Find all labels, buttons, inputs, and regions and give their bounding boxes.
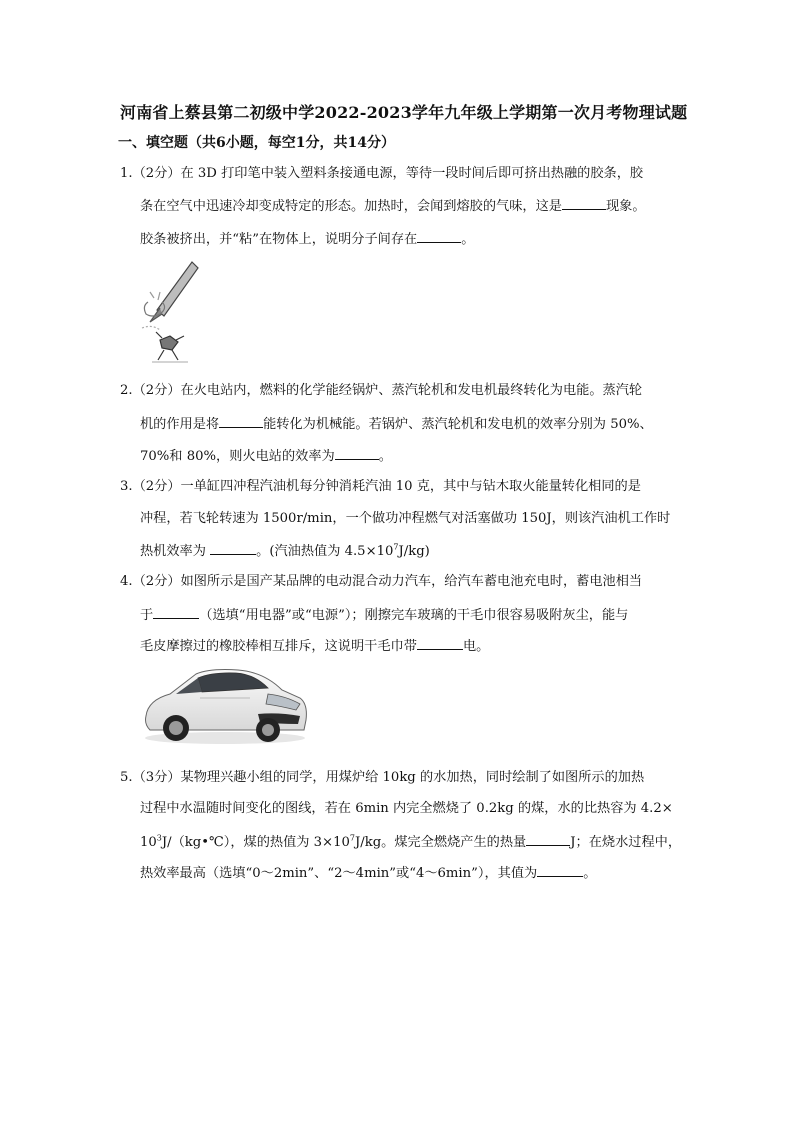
exam-title: 河南省上蔡县第二初级中学2022-2023学年九年级上学期第一次月考物理试题 [120,103,688,122]
q5-text: J/kg。煤完全燃烧产生的热量 [354,835,527,850]
q5-text: 热效率最高（选填“0～2min”、“2～4min”或“4～6min”），其值为 [140,866,538,881]
3d-pen-figure [138,258,210,366]
q4-text: （选填“用电器”或“电源”）；刚擦完车玻璃的干毛巾很容易吸附灰尘，能与 [199,608,629,623]
q3-line-3 [140,540,430,562]
q2-line-1: 2.（2分）在火电站内，燃料的化学能经锅炉、蒸汽轮机和发电机最终转化为电能。蒸汽轮 [120,383,643,398]
q1-line-3 [140,228,474,250]
q2-answer-blank-2[interactable] [335,445,379,460]
q1-answer-blank-2[interactable] [417,228,461,243]
q5-line-1: 5.（3分）某物理兴趣小组的同学，用煤炉给 10kg 的水加热，同时绘制了如图所示的加热 [120,770,645,785]
q4-line-2 [140,604,628,626]
q3-text: 热机效率为 [140,544,211,559]
q3-exponent: 7 [393,542,399,552]
q1-text: 。 [461,232,475,247]
q4-line-1: 4.（2分）如图所示是国产某品牌的电动混合动力汽车，给汽车蓄电池充电时，蓄电池相当 [120,574,643,589]
q4-text: 电。 [462,639,490,654]
q2-answer-blank-1[interactable] [219,413,263,428]
q5-answer-blank-2[interactable] [537,862,583,877]
q2-text: 能转化为机械能。若锅炉、蒸汽轮机和发电机的效率分别为 50%、 [263,417,653,432]
q2-line-2 [140,413,653,435]
q1-text: 胶条被挤出，并“粘”在物体上，说明分子间存在 [140,232,418,247]
q5-text: 。 [583,866,597,881]
q4-text: 毛皮摩擦过的橡胶棒相互排斥，这说明干毛巾带 [140,639,417,654]
q5-text: J/（kg•℃），煤的热值为 3×10 [161,835,350,850]
q2-text: 机的作用是将 [140,417,220,432]
section-heading: 一、填空题（共6小题，每空1分，共14分） [118,135,395,151]
q5-line-4 [140,862,596,884]
q4-line-3 [140,635,489,657]
q3-answer-blank[interactable] [210,540,256,555]
q5-text: 10 [140,835,157,850]
q3-line-2: 冲程，若飞轮转速为 1500r/min，一个做功冲程燃气对活塞做功 150J，则该汽油机工作时 [140,511,671,526]
q5-exponent: 7 [349,833,355,843]
q1-text: 条在空气中迅速冷却变成特定的形态。加热时，会闻到熔胶的气味，这是 [140,199,562,214]
q3-text: J/kg) [398,544,430,559]
q1-text: 现象。 [606,199,646,214]
q1-answer-blank-1[interactable] [562,195,606,210]
q2-text: 。 [378,449,392,464]
q5-text: J；在烧水过程中， [570,835,682,850]
q1-line-1: 1.（2分）在 3D 打印笔中装入塑料条接通电源，等待一段时间后即可挤出热融的胶条，胶 [120,166,644,181]
q5-line-2: 过程中水温随时间变化的图线，若在 6min 内完全燃烧了 0.2kg 的煤，水的比热容为 4.2× [140,801,673,816]
q4-text: 于 [140,608,154,623]
q1-line-2 [140,195,646,217]
q4-answer-blank-2[interactable] [417,635,463,650]
q5-exponent: 3 [156,833,162,843]
q3-text: 。(汽油热值为 4.5×10 [256,544,394,559]
q2-text: 70%和 80%，则火电站的效率为 [140,449,335,464]
q5-answer-blank-1[interactable] [526,831,570,846]
q5-line-3 [140,831,681,853]
hybrid-car-figure [140,664,310,746]
q3-line-1: 3.（2分）一单缸四冲程汽油机每分钟消耗汽油 10 克，其中与钻木取火能量转化相同的是 [120,479,641,494]
q4-answer-blank-1[interactable] [153,604,199,619]
q2-line-3 [140,445,392,467]
